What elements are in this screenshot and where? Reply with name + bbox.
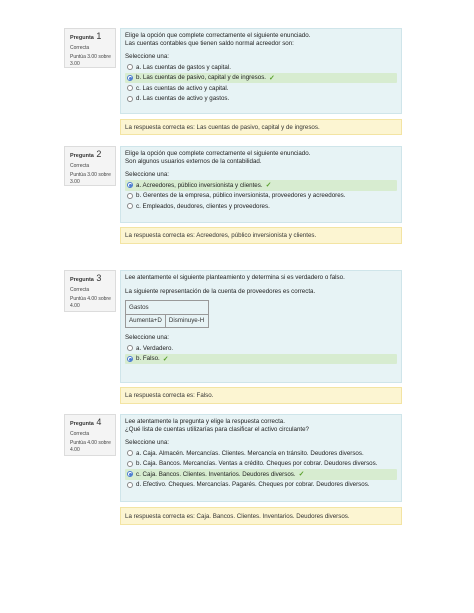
question-formulation [120,146,402,223]
question-formulation [120,270,402,383]
radio-icon[interactable] [127,203,133,209]
correct-answer-feedback: La respuesta correcta es: Caja. Bancos. Clientes. Inventarios. Deudores diversos. [120,507,402,525]
option-d[interactable]: d. Las cuentas de activo y gastos. [125,94,397,105]
check-icon: ✓ [269,74,275,82]
question-text-line: Las cuentas contables que tienen saldo normal acreedor son: [125,39,294,47]
question-number: Pregunta 2 [70,149,102,159]
account-table [125,300,209,328]
radio-icon[interactable] [127,482,133,488]
radio-icon[interactable] [127,461,133,467]
question-info [64,28,116,68]
account-table-row [126,315,208,327]
question-state: Correcta [70,163,90,169]
correct-answer-feedback: La respuesta correcta es: Acreedores, público inversionista y clientes. [120,227,402,244]
select-prompt: Seleccione una: [125,439,170,447]
radio-icon[interactable] [127,182,133,188]
option-c[interactable]: c. Empleados, deudores, clientes y proveedores. [125,201,397,212]
option-c[interactable]: c. Las cuentas de activo y capital. [125,83,397,94]
answer-options [125,62,397,104]
question-text-line: ¿Qué lista de cuentas utilizarías para clasificar el activo circulante? [125,425,309,433]
question-text-line: Lee atentamente el siguiente planteamiento y determina si es verdadero o falso. [125,274,345,281]
question-number: Pregunta 1 [70,31,102,41]
option-d[interactable]: d. Efectivo. Cheques. Mercancías. Pagarés. Cheques por cobrar. Deudores diversos. [125,480,397,491]
question-number: Pregunta 3 [70,273,102,283]
question-grade: Puntúa 4.00 sobre 4.00 [70,440,111,453]
question-info [64,270,116,312]
question-grade: Puntúa 4.00 sobre 4.00 [70,296,111,309]
radio-icon[interactable] [127,85,133,91]
question-state: Correcta [70,45,90,51]
check-icon: ✓ [265,182,272,190]
question-number: Pregunta 4 [70,417,102,427]
option-a[interactable]: a. Verdadero. [125,343,397,354]
option-b[interactable]: b. Gerentes de la empresa, público inversionista, proveedores y acreedores. [125,191,397,202]
option-b[interactable]: b. Las cuentas de pasivo, capital y de ingresos. ✓ [125,73,397,84]
question-grade: Puntúa 3.00 sobre 3.00 [70,54,111,67]
radio-icon[interactable] [127,345,133,351]
question-text-line: Lee atentamente la pregunta y elige la respuesta correcta. [125,418,285,425]
option-a[interactable]: a. Las cuentas de gastos y capital. [125,62,397,73]
credit-cell: Disminuye-H [168,317,205,325]
debit-cell: Aumenta+D [126,315,166,327]
radio-icon[interactable] [127,193,133,199]
check-icon: ✓ [162,355,169,363]
question-text-line: La siguiente representación de la cuenta de proveedores es correcta. [125,287,316,295]
question-formulation [120,414,402,502]
option-a[interactable]: a. Acreedores, público inversionista y clientes. ✓ [125,180,397,191]
question-info [64,414,116,456]
answer-options [125,180,397,212]
check-icon: ✓ [298,471,305,479]
correct-answer-feedback: La respuesta correcta es: Las cuentas de pasivo, capital y de ingresos. [120,119,402,135]
question-formulation [120,28,402,114]
select-prompt: Seleccione una: [125,53,170,61]
question-grade: Puntúa 3.00 sobre 3.00 [70,172,111,185]
select-prompt: Seleccione una: [125,171,170,179]
question-text-line: Elige la opción que complete correctamente el siguiente enunciado. [125,32,311,39]
account-table-title: Gastos [126,301,208,315]
question-state: Correcta [70,431,90,437]
radio-icon[interactable] [127,96,133,102]
question-text-line: Elige la opción que complete correctamente el siguiente enunciado. [125,150,311,157]
answer-options [125,448,397,490]
radio-icon[interactable] [127,64,133,70]
option-c[interactable]: c. Caja. Bancos. Clientes. Inventarios. Deudores diversos. ✓ [125,469,397,480]
radio-icon[interactable] [127,75,133,81]
question-info [64,146,116,186]
select-prompt: Seleccione una: [125,334,170,342]
radio-icon[interactable] [127,356,133,362]
option-a[interactable]: a. Caja. Almacén. Mercancías. Clientes. Mercancía en tránsito. Deudores diversos. [125,448,397,459]
option-b[interactable]: b. Falso. ✓ [125,354,397,365]
answer-options [125,343,397,364]
radio-icon[interactable] [127,471,133,477]
question-state: Correcta [70,287,90,293]
question-text-line: Son algunos usuarios externos de la contabilidad. [125,157,262,165]
correct-answer-feedback: La respuesta correcta es: Falso. [120,387,402,404]
radio-icon[interactable] [127,450,133,456]
option-b[interactable]: b. Caja. Bancos. Mercancías. Ventas a crédito. Cheques por cobrar. Deudores diversos. [125,459,397,470]
